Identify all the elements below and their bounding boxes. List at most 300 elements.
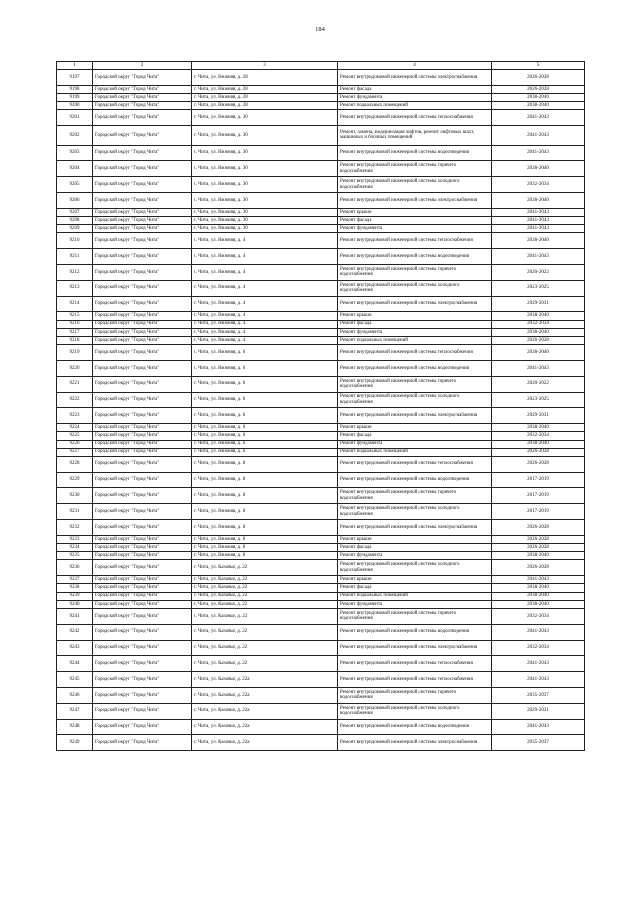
- address-cell: г. Чита, ул. Казачья, д. 22: [192, 608, 338, 624]
- period-cell: 2026-2028: [492, 544, 585, 552]
- row-number: 9209: [57, 225, 93, 233]
- work-type-cell: Ремонт крыши: [338, 424, 492, 432]
- table-row: [57, 672, 585, 688]
- address-cell: г. Чита, ул. Нижняя, д. 6: [192, 432, 338, 440]
- work-type-cell: Ремонт фундамента: [338, 600, 492, 608]
- table-row: [57, 249, 585, 265]
- address-cell: г. Чита, ул. Нижняя, д. 30: [192, 161, 338, 177]
- period-cell: 2029-2031: [492, 408, 585, 424]
- municipality-cell: Городской округ "Город Чита": [93, 456, 192, 472]
- address-cell: г. Чита, ул. Нижняя, д. 30: [192, 217, 338, 225]
- row-number: 9222: [57, 392, 93, 408]
- table-row: [57, 265, 585, 281]
- row-number: 9199: [57, 93, 93, 101]
- row-number: 9197: [57, 70, 93, 86]
- municipality-cell: Городской округ "Город Чита": [93, 225, 192, 233]
- table-row: [57, 145, 585, 161]
- period-cell: 2023-2025: [492, 392, 585, 408]
- row-number: 9238: [57, 584, 93, 592]
- row-number: 9245: [57, 672, 93, 688]
- period-cell: 2041-2043: [492, 208, 585, 216]
- work-type-cell: Ремонт внутридомовой инженерной системы горячего водоснабжения: [338, 265, 492, 281]
- period-cell: 2032-2034: [492, 640, 585, 656]
- address-cell: г. Чита, ул. Нижняя, д. 6: [192, 376, 338, 392]
- period-cell: 2026-2028: [492, 456, 585, 472]
- address-cell: г. Чита, ул. Нижняя, д. 4: [192, 265, 338, 281]
- municipality-cell: Городской округ "Город Чита": [93, 233, 192, 249]
- period-cell: 2041-2043: [492, 217, 585, 225]
- table-body: [57, 70, 585, 751]
- period-cell: 2038-2040: [492, 424, 585, 432]
- municipality-cell: Городской округ "Город Чита": [93, 488, 192, 504]
- table-row: [57, 126, 585, 146]
- period-cell: 2026-2028: [492, 560, 585, 576]
- municipality-cell: Городской округ "Город Чита": [93, 448, 192, 456]
- municipality-cell: Городской округ "Город Чита": [93, 336, 192, 344]
- column-header: 4: [338, 62, 492, 70]
- municipality-cell: Городской округ "Город Чита": [93, 600, 192, 608]
- address-cell: г. Чита, ул. Нижняя, д. 4: [192, 233, 338, 249]
- address-cell: г. Чита, ул. Нижняя, д. 28: [192, 85, 338, 93]
- work-type-cell: Ремонт фасада: [338, 320, 492, 328]
- period-cell: 2041-2043: [492, 656, 585, 672]
- address-cell: г. Чита, ул. Казачья, д. 22: [192, 624, 338, 640]
- period-cell: 2026-2028: [492, 336, 585, 344]
- row-number: 9241: [57, 608, 93, 624]
- municipality-cell: Городской округ "Город Чита": [93, 440, 192, 448]
- municipality-cell: Городской округ "Город Чита": [93, 687, 192, 703]
- address-cell: г. Чита, ул. Нижняя, д. 8: [192, 520, 338, 536]
- row-number: 9247: [57, 703, 93, 719]
- work-type-cell: Ремонт внутридомовой инженерной системы электроснабжения: [338, 193, 492, 209]
- municipality-cell: Городской округ "Город Чита": [93, 544, 192, 552]
- period-cell: 2038-2040: [492, 552, 585, 560]
- municipality-cell: Городской округ "Город Чита": [93, 520, 192, 536]
- work-type-cell: Ремонт внутридомовой инженерной системы водоотведения: [338, 145, 492, 161]
- table-row: [57, 376, 585, 392]
- work-type-cell: Ремонт фундамента: [338, 552, 492, 560]
- row-number: 9230: [57, 488, 93, 504]
- table-row: [57, 408, 585, 424]
- work-type-cell: Ремонт внутридомовой инженерной системы электроснабжения: [338, 70, 492, 86]
- work-type-cell: Ремонт внутридомовой инженерной системы холодного водоснабжения: [338, 703, 492, 719]
- period-cell: 2026-2028: [492, 85, 585, 93]
- row-number: 9227: [57, 448, 93, 456]
- address-cell: г. Чита, ул. Казачья, д. 22а: [192, 672, 338, 688]
- municipality-cell: Городской округ "Город Чита": [93, 552, 192, 560]
- row-number: 9218: [57, 336, 93, 344]
- work-type-cell: Ремонт внутридомовой инженерной системы холодного водоснабжения: [338, 280, 492, 296]
- period-cell: 2038-2040: [492, 592, 585, 600]
- municipality-cell: Городской округ "Город Чита": [93, 328, 192, 336]
- row-number: 9237: [57, 576, 93, 584]
- work-type-cell: Ремонт внутридомовой инженерной системы теплоснабжения: [338, 456, 492, 472]
- row-number: 9228: [57, 456, 93, 472]
- municipality-cell: Городской округ "Город Чита": [93, 592, 192, 600]
- address-cell: г. Чита, ул. Нижняя, д. 30: [192, 208, 338, 216]
- table-row: [57, 85, 585, 93]
- address-cell: г. Чита, ул. Нижняя, д. 6: [192, 448, 338, 456]
- table-row: [57, 719, 585, 735]
- table-row: [57, 345, 585, 361]
- period-cell: 2029-2031: [492, 296, 585, 312]
- municipality-cell: Городской округ "Город Чита": [93, 504, 192, 520]
- table-row: [57, 110, 585, 126]
- work-type-cell: Ремонт внутридомовой инженерной системы горячего водоснабжения: [338, 376, 492, 392]
- period-cell: 2041-2043: [492, 672, 585, 688]
- row-number: 9236: [57, 560, 93, 576]
- municipality-cell: Городской округ "Город Чита": [93, 345, 192, 361]
- table-row: [57, 440, 585, 448]
- work-type-cell: Ремонт крыши: [338, 535, 492, 543]
- work-type-cell: Ремонт внутридомовой инженерной системы водоотведения: [338, 249, 492, 265]
- address-cell: г. Чита, ул. Нижняя, д. 8: [192, 472, 338, 488]
- period-cell: 2038-2040: [492, 161, 585, 177]
- work-type-cell: Ремонт внутридомовой инженерной системы холодного водоснабжения: [338, 177, 492, 193]
- period-cell: 2041-2043: [492, 126, 585, 146]
- table-row: [57, 177, 585, 193]
- row-number: 9198: [57, 85, 93, 93]
- period-cell: 2038-2040: [492, 93, 585, 101]
- municipality-cell: Городской округ "Город Чита": [93, 360, 192, 376]
- table-row: [57, 336, 585, 344]
- municipality-cell: Городской округ "Город Чита": [93, 608, 192, 624]
- address-cell: г. Чита, ул. Казачья, д. 22: [192, 600, 338, 608]
- work-type-cell: Ремонт внутридомовой инженерной системы водоотведения: [338, 472, 492, 488]
- work-type-cell: Ремонт подвальных помещений: [338, 102, 492, 110]
- municipality-cell: Городской округ "Город Чита": [93, 472, 192, 488]
- table-row: [57, 208, 585, 216]
- period-cell: 2038-2040: [492, 584, 585, 592]
- row-number: 9224: [57, 424, 93, 432]
- column-header: 2: [93, 62, 192, 70]
- work-type-cell: Ремонт внутридомовой инженерной системы теплоснабжения: [338, 672, 492, 688]
- address-cell: г. Чита, ул. Казачья, д. 22а: [192, 687, 338, 703]
- period-cell: 2038-2040: [492, 345, 585, 361]
- work-type-cell: Ремонт подвальных помещений: [338, 448, 492, 456]
- row-number: 9217: [57, 328, 93, 336]
- table-row: [57, 448, 585, 456]
- table-row: [57, 233, 585, 249]
- row-number: 9207: [57, 208, 93, 216]
- period-cell: 2026-2028: [492, 70, 585, 86]
- table-row: [57, 93, 585, 101]
- municipality-cell: Городской округ "Город Чита": [93, 376, 192, 392]
- table-header-row: [57, 62, 585, 70]
- municipality-cell: Городской округ "Город Чита": [93, 392, 192, 408]
- page-number: 184: [315, 26, 325, 33]
- address-cell: г. Чита, ул. Нижняя, д. 30: [192, 110, 338, 126]
- address-cell: г. Чита, ул. Нижняя, д. 4: [192, 312, 338, 320]
- address-cell: г. Чита, ул. Нижняя, д. 8: [192, 535, 338, 543]
- address-cell: г. Чита, ул. Нижняя, д. 8: [192, 456, 338, 472]
- period-cell: 2026-2028: [492, 535, 585, 543]
- address-cell: г. Чита, ул. Казачья, д. 22: [192, 640, 338, 656]
- table-row: [57, 296, 585, 312]
- row-number: 9244: [57, 656, 93, 672]
- work-type-cell: Ремонт фасада: [338, 584, 492, 592]
- row-number: 9239: [57, 592, 93, 600]
- table-row: [57, 193, 585, 209]
- municipality-cell: Городской округ "Город Чита": [93, 265, 192, 281]
- address-cell: г. Чита, ул. Нижняя, д. 6: [192, 345, 338, 361]
- work-type-cell: Ремонт внутридомовой инженерной системы холодного водоснабжения: [338, 392, 492, 408]
- row-number: 9234: [57, 544, 93, 552]
- municipality-cell: Городской округ "Город Чита": [93, 102, 192, 110]
- row-number: 9231: [57, 504, 93, 520]
- work-type-cell: Ремонт внутридомовой инженерной системы горячего водоснабжения: [338, 608, 492, 624]
- work-type-cell: Ремонт внутридомовой инженерной системы электроснабжения: [338, 520, 492, 536]
- row-number: 9203: [57, 145, 93, 161]
- address-cell: г. Чита, ул. Нижняя, д. 30: [192, 177, 338, 193]
- period-cell: 2038-2040: [492, 312, 585, 320]
- period-cell: 2041-2043: [492, 249, 585, 265]
- address-cell: г. Чита, ул. Нижняя, д. 8: [192, 488, 338, 504]
- work-type-cell: Ремонт внутридомовой инженерной системы горячего водоснабжения: [338, 161, 492, 177]
- row-number: 9216: [57, 320, 93, 328]
- municipality-cell: Городской округ "Город Чита": [93, 320, 192, 328]
- row-number: 9212: [57, 265, 93, 281]
- municipality-cell: Городской округ "Город Чита": [93, 408, 192, 424]
- municipality-cell: Городской округ "Город Чита": [93, 177, 192, 193]
- table-row: [57, 608, 585, 624]
- table-row: [57, 584, 585, 592]
- work-type-cell: Ремонт внутридомовой инженерной системы электроснабжения: [338, 640, 492, 656]
- work-type-cell: Ремонт внутридомовой инженерной системы водоотведения: [338, 719, 492, 735]
- row-number: 9211: [57, 249, 93, 265]
- address-cell: г. Чита, ул. Нижняя, д. 28: [192, 102, 338, 110]
- address-cell: г. Чита, ул. Нижняя, д. 6: [192, 424, 338, 432]
- table-row: [57, 432, 585, 440]
- address-cell: г. Чита, ул. Казачья, д. 22а: [192, 719, 338, 735]
- column-header: 1: [57, 62, 93, 70]
- municipality-cell: Городской округ "Город Чита": [93, 161, 192, 177]
- row-number: 9242: [57, 624, 93, 640]
- address-cell: г. Чита, ул. Нижняя, д. 30: [192, 225, 338, 233]
- table-row: [57, 640, 585, 656]
- municipality-cell: Городской округ "Город Чита": [93, 584, 192, 592]
- address-cell: г. Чита, ул. Нижняя, д. 4: [192, 280, 338, 296]
- municipality-cell: Городской округ "Город Чита": [93, 126, 192, 146]
- repair-schedule-table: [56, 61, 585, 751]
- period-cell: 2038-2040: [492, 102, 585, 110]
- table-row: [57, 488, 585, 504]
- row-number: 9208: [57, 217, 93, 225]
- table-row: [57, 217, 585, 225]
- address-cell: г. Чита, ул. Нижняя, д. 28: [192, 93, 338, 101]
- row-number: 9243: [57, 640, 93, 656]
- period-cell: 2041-2043: [492, 624, 585, 640]
- period-cell: 2038-2040: [492, 440, 585, 448]
- table-row: [57, 520, 585, 536]
- period-cell: 2017-2019: [492, 504, 585, 520]
- address-cell: г. Чита, ул. Нижняя, д. 30: [192, 145, 338, 161]
- address-cell: г. Чита, ул. Нижняя, д. 6: [192, 440, 338, 448]
- period-cell: 2023-2025: [492, 280, 585, 296]
- table-row: [57, 560, 585, 576]
- column-header: 3: [192, 62, 338, 70]
- work-type-cell: Ремонт внутридомовой инженерной системы теплоснабжения: [338, 656, 492, 672]
- municipality-cell: Городской округ "Город Чита": [93, 432, 192, 440]
- period-cell: 2038-2040: [492, 193, 585, 209]
- work-type-cell: Ремонт внутридомовой инженерной системы водоотведения: [338, 360, 492, 376]
- period-cell: 2041-2043: [492, 145, 585, 161]
- address-cell: г. Чита, ул. Нижняя, д. 6: [192, 392, 338, 408]
- work-type-cell: Ремонт фасада: [338, 85, 492, 93]
- period-cell: 2041-2043: [492, 576, 585, 584]
- row-number: 9226: [57, 440, 93, 448]
- municipality-cell: Городской округ "Город Чита": [93, 110, 192, 126]
- row-number: 9240: [57, 600, 93, 608]
- period-cell: 2038-2040: [492, 328, 585, 336]
- period-cell: 2035-2037: [492, 735, 585, 751]
- table-row: [57, 544, 585, 552]
- work-type-cell: Ремонт фундамента: [338, 328, 492, 336]
- period-cell: 2032-2034: [492, 608, 585, 624]
- address-cell: г. Чита, ул. Казачья, д. 22: [192, 576, 338, 584]
- row-number: 9249: [57, 735, 93, 751]
- period-cell: 2020-2022: [492, 265, 585, 281]
- work-type-cell: Ремонт крыши: [338, 312, 492, 320]
- address-cell: г. Чита, ул. Казачья, д. 22: [192, 656, 338, 672]
- period-cell: 2035-2037: [492, 687, 585, 703]
- row-number: 9206: [57, 193, 93, 209]
- table-row: [57, 70, 585, 86]
- table-row: [57, 456, 585, 472]
- period-cell: 2026-2028: [492, 520, 585, 536]
- address-cell: г. Чита, ул. Казачья, д. 22: [192, 584, 338, 592]
- work-type-cell: Ремонт фасада: [338, 544, 492, 552]
- table-row: [57, 102, 585, 110]
- row-number: 9201: [57, 110, 93, 126]
- row-number: 9221: [57, 376, 93, 392]
- work-type-cell: Ремонт внутридомовой инженерной системы электроснабжения: [338, 296, 492, 312]
- table-row: [57, 472, 585, 488]
- table-row: [57, 552, 585, 560]
- row-number: 9204: [57, 161, 93, 177]
- period-cell: 2032-2034: [492, 432, 585, 440]
- period-cell: 2041-2043: [492, 719, 585, 735]
- municipality-cell: Городской округ "Город Чита": [93, 624, 192, 640]
- period-cell: 2038-2040: [492, 233, 585, 249]
- work-type-cell: Ремонт подвальных помещений: [338, 592, 492, 600]
- period-cell: 2041-2043: [492, 225, 585, 233]
- municipality-cell: Городской округ "Город Чита": [93, 249, 192, 265]
- municipality-cell: Городской округ "Город Чита": [93, 719, 192, 735]
- row-number: 9215: [57, 312, 93, 320]
- work-type-cell: Ремонт фундамента: [338, 440, 492, 448]
- row-number: 9220: [57, 360, 93, 376]
- table-row: [57, 735, 585, 751]
- row-number: 9225: [57, 432, 93, 440]
- row-number: 9248: [57, 719, 93, 735]
- address-cell: г. Чита, ул. Нижняя, д. 6: [192, 408, 338, 424]
- work-type-cell: Ремонт внутридомовой инженерной системы теплоснабжения: [338, 233, 492, 249]
- row-number: 9246: [57, 687, 93, 703]
- row-number: 9200: [57, 102, 93, 110]
- work-type-cell: Ремонт, замена, модернизация лифтов, ремонт лифтовых шахт, машинных и блочных помещений: [338, 126, 492, 146]
- municipality-cell: Городской округ "Город Чита": [93, 208, 192, 216]
- address-cell: г. Чита, ул. Казачья, д. 22: [192, 560, 338, 576]
- work-type-cell: Ремонт внутридомовой инженерной системы электроснабжения: [338, 408, 492, 424]
- table-row: [57, 328, 585, 336]
- table-row: [57, 703, 585, 719]
- table-row: [57, 600, 585, 608]
- table-row: [57, 535, 585, 543]
- municipality-cell: Городской округ "Город Чита": [93, 217, 192, 225]
- address-cell: г. Чита, ул. Нижняя, д. 4: [192, 249, 338, 265]
- work-type-cell: Ремонт крыши: [338, 208, 492, 216]
- row-number: 9205: [57, 177, 93, 193]
- row-number: 9223: [57, 408, 93, 424]
- municipality-cell: Городской округ "Город Чита": [93, 560, 192, 576]
- period-cell: 2017-2019: [492, 488, 585, 504]
- table-row: [57, 392, 585, 408]
- municipality-cell: Городской округ "Город Чита": [93, 535, 192, 543]
- municipality-cell: Городской округ "Город Чита": [93, 672, 192, 688]
- table-row: [57, 320, 585, 328]
- period-cell: 2041-2043: [492, 360, 585, 376]
- address-cell: г. Чита, ул. Нижняя, д. 4: [192, 336, 338, 344]
- row-number: 9202: [57, 126, 93, 146]
- work-type-cell: Ремонт внутридомовой инженерной системы холодного водоснабжения: [338, 504, 492, 520]
- work-type-cell: Ремонт внутридомовой инженерной системы теплоснабжения: [338, 345, 492, 361]
- work-type-cell: Ремонт внутридомовой инженерной системы горячего водоснабжения: [338, 488, 492, 504]
- row-number: 9214: [57, 296, 93, 312]
- work-type-cell: Ремонт внутридомовой инженерной системы холодного водоснабжения: [338, 560, 492, 576]
- work-type-cell: Ремонт фундамента: [338, 225, 492, 233]
- address-cell: г. Чита, ул. Нижняя, д. 8: [192, 552, 338, 560]
- column-header: 5: [492, 62, 585, 70]
- work-type-cell: Ремонт внутридомовой инженерной системы водоотведения: [338, 624, 492, 640]
- table-row: [57, 312, 585, 320]
- work-type-cell: Ремонт подвальных помещений: [338, 336, 492, 344]
- municipality-cell: Городской округ "Город Чита": [93, 703, 192, 719]
- row-number: 9233: [57, 535, 93, 543]
- address-cell: г. Чита, ул. Нижняя, д. 4: [192, 320, 338, 328]
- row-number: 9219: [57, 345, 93, 361]
- address-cell: г. Чита, ул. Нижняя, д. 8: [192, 504, 338, 520]
- table-row: [57, 424, 585, 432]
- work-type-cell: Ремонт внутридомовой инженерной системы горячего водоснабжения: [338, 687, 492, 703]
- municipality-cell: Городской округ "Город Чита": [93, 193, 192, 209]
- period-cell: 2041-2043: [492, 110, 585, 126]
- period-cell: 2038-2040: [492, 600, 585, 608]
- work-type-cell: Ремонт крыши: [338, 576, 492, 584]
- municipality-cell: Городской округ "Город Чита": [93, 296, 192, 312]
- table-row: [57, 592, 585, 600]
- municipality-cell: Городской округ "Город Чита": [93, 85, 192, 93]
- table-row: [57, 225, 585, 233]
- row-number: 9232: [57, 520, 93, 536]
- table-row: [57, 576, 585, 584]
- municipality-cell: Городской округ "Город Чита": [93, 93, 192, 101]
- address-cell: г. Чита, ул. Нижняя, д. 4: [192, 328, 338, 336]
- municipality-cell: Городской округ "Город Чита": [93, 640, 192, 656]
- period-cell: 2017-2019: [492, 472, 585, 488]
- address-cell: г. Чита, ул. Нижняя, д. 30: [192, 126, 338, 146]
- work-type-cell: Ремонт фундамента: [338, 93, 492, 101]
- row-number: 9235: [57, 552, 93, 560]
- address-cell: г. Чита, ул. Казачья, д. 22а: [192, 735, 338, 751]
- municipality-cell: Городской округ "Город Чита": [93, 145, 192, 161]
- municipality-cell: Городской округ "Город Чита": [93, 656, 192, 672]
- table-row: [57, 280, 585, 296]
- table-row: [57, 656, 585, 672]
- period-cell: 2026-2028: [492, 448, 585, 456]
- municipality-cell: Городской округ "Город Чита": [93, 312, 192, 320]
- table-row: [57, 624, 585, 640]
